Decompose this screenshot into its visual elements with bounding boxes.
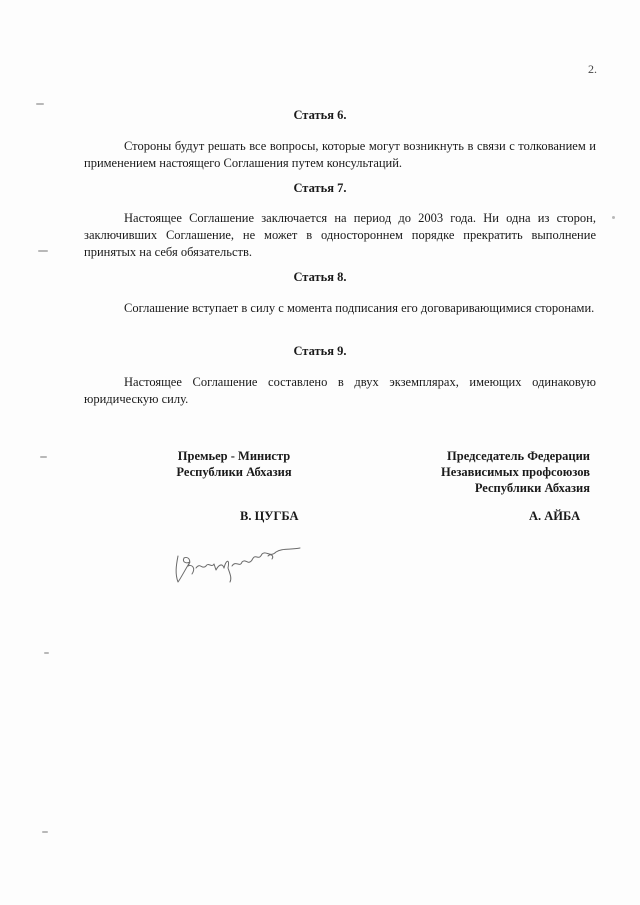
left-signatory-title-line1: Премьер - Министр [177,449,291,463]
article-8-title: Статья 8. [293,270,347,284]
handwritten-signature [172,538,307,586]
scan-speck [40,456,47,458]
left-signatory-title-line2: Республики Абхазия [176,465,292,479]
left-signatory-title [170,448,298,480]
article-6-text: Стороны будут решать все вопросы, которые могут возникнуть в связи с толкованием и применением настоящего Соглашения путем консультаций. [84,139,596,170]
article-6-title: Статья 6. [293,108,347,122]
scan-speck [38,250,48,252]
scan-speck [612,216,615,219]
article-7-text: Настоящее Соглашение заключается на период до 2003 года. Ни одна из сторон, заключивших Соглашение, не может в одностороннем порядке прекратить выполнение принятых на себя обязательств. [84,211,596,259]
scan-speck [44,652,49,654]
right-signatory-name: А. АЙБА [529,509,581,523]
article-8-text: Соглашение вступает в силу с момента подписания его договаривающимися сторонами. [124,301,595,315]
article-9-text: Настоящее Соглашение составлено в двух экземплярах, имеющих одинаковую юридическую силу. [84,375,596,406]
right-signatory-title [420,448,590,496]
scan-speck [36,103,44,105]
right-signatory-title-line3: Республики Абхазия [474,481,590,495]
right-signatory-title-line1: Председатель Федерации [447,449,590,463]
article-9-title: Статья 9. [293,344,347,358]
article-7-title: Статья 7. [293,181,347,195]
page-number: 2. [588,62,597,76]
left-signatory-name: В. ЦУГБА [240,509,299,523]
right-signatory-title-line2: Независимых профсоюзов [441,465,590,479]
scan-speck [42,831,48,833]
